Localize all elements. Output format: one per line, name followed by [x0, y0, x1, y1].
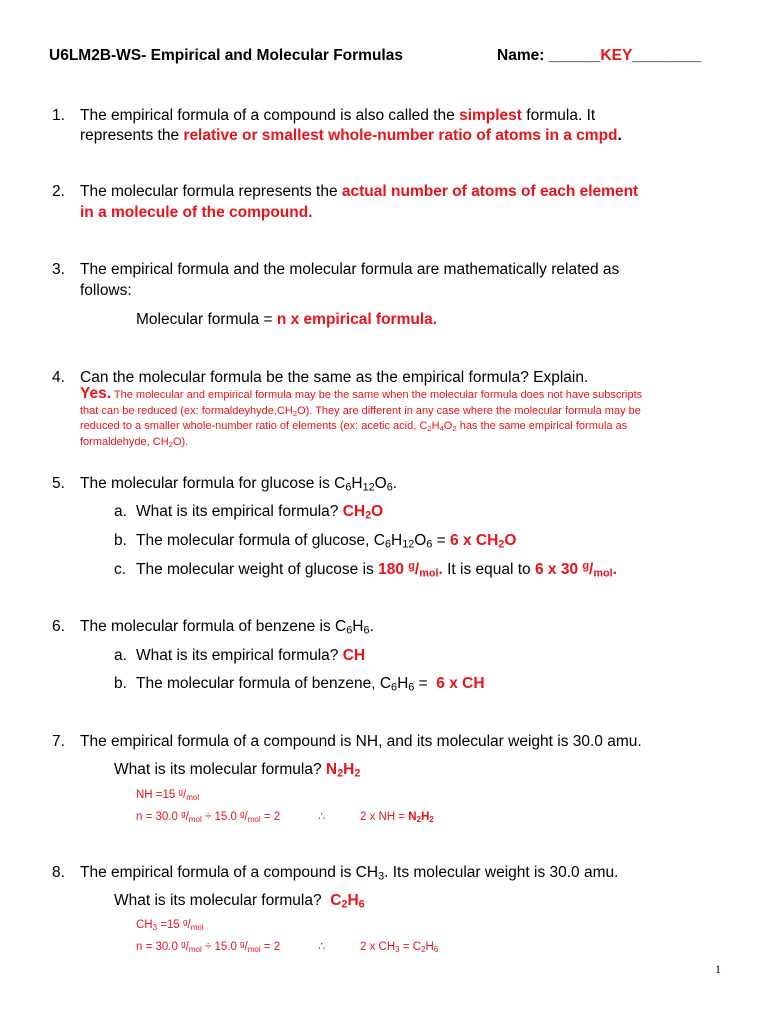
question-4-yes: Yes.	[80, 385, 112, 402]
question-2-number: 2.	[52, 183, 65, 200]
question-7-stem: The empirical formula of a compound is NH, and its molecular weight is 30.0 amu.	[80, 733, 642, 750]
question-2-answer-b: in a molecule of the compound.	[80, 204, 313, 221]
question-3-line-1: The empirical formula and the molecular formula are mathematically related as	[80, 261, 620, 278]
name-field	[497, 46, 701, 66]
question-8-number: 8.	[52, 864, 65, 881]
question-8-work-3: 2 x $CH_3 = C_2H_6$	[360, 941, 439, 954]
question-6-stem: The molecular formula of benzene is $C_6H_6$.	[80, 618, 374, 637]
question-6b-label: b.	[114, 675, 127, 692]
question-5c-answer-2: 6 x 30 $^g/_{mol}$.	[535, 560, 617, 580]
question-5a: What is its empirical formula? $CH_2O$	[136, 503, 384, 522]
name-value: KEY	[600, 47, 633, 64]
question-6a-label: a.	[114, 647, 127, 664]
question-5b: The molecular formula of glucose, $C_6H_{12}O_6 = 6$ x $CH_2O$	[136, 532, 517, 551]
question-7-number: 7.	[52, 733, 65, 750]
question-4-number: 4.	[52, 369, 65, 386]
question-5c-answer-1: 180 $^g/_{mol}$.	[378, 560, 443, 580]
question-3-equation: Molecular formula = n x empirical formula.	[136, 311, 438, 328]
question-1-answer-b: relative or smallest whole-number ratio of atoms in a cmpd	[183, 127, 618, 144]
question-5b-label: b.	[114, 532, 127, 549]
question-7-therefore: ∴	[318, 811, 326, 823]
question-1-number: 1.	[52, 107, 65, 124]
question-6b-answer: 6 x CH	[436, 675, 485, 692]
name-label: Name: ______	[497, 47, 601, 64]
question-7-sub-question: What is its molecular formula? $N_2H_2$	[114, 761, 361, 780]
question-4-line-1: Can the molecular formula be the same as the empirical formula? Explain.	[80, 369, 589, 386]
question-8-stem: The empirical formula of a compound is $CH_3$. Its molecular weight is 30.0 amu.	[80, 864, 619, 883]
question-2-line-1: The molecular formula represents the actual number of atoms of each element	[80, 183, 639, 200]
question-1-answer-a: simplest	[459, 107, 522, 124]
question-7-answer: $N_2H_2$	[325, 761, 361, 780]
question-5b-answer: 6 x $CH_2O$	[450, 532, 517, 551]
question-7-work-2: n = 30.0 $^g/_{mol} \div 15.0$ $^g/_{mol} = 2$	[136, 809, 281, 824]
question-1-line-1: The empirical formula of a compound is also called the simplest formula. It	[80, 107, 596, 124]
question-5-number: 5.	[52, 475, 65, 492]
question-8-sub-question: What is its molecular formula? $C_2H_6$	[114, 892, 365, 911]
question-6-number: 6.	[52, 618, 65, 635]
question-3-answer: n x empirical formula.	[276, 311, 438, 328]
page-number: 1	[715, 962, 721, 976]
worksheet-title: U6LM2B-WS- Empirical and Molecular Formulas	[49, 47, 403, 64]
question-7-work-3: 2 x NH = $N_2H_2$	[360, 811, 434, 824]
question-5a-answer: $CH_2O$	[342, 503, 384, 522]
worksheet-header	[49, 46, 403, 66]
question-4-explanation: Yes. The molecular and empirical formula may be the same when the molecular formula does not have subscripts that can be reduced (ex: $formaldeyhyde,CH_2O$). They are different in any case where the molecular formula may be reduced to a smaller whole-number ratio of elements (ex: acetic acid, $C_2H_4O_2$ has the same empirical formula as formaldehyde, $CH_2O$).	[80, 385, 643, 449]
question-6a-answer: CH	[342, 647, 366, 664]
question-1-line-2: represents the relative or smallest whole-number ratio of atoms in a cmpd.	[80, 127, 622, 144]
question-2-line-2	[80, 203, 313, 223]
question-3-line-2: follows:	[80, 282, 132, 299]
question-5a-label: a.	[114, 503, 127, 520]
question-2-answer-a: actual number of atoms of each element	[341, 183, 639, 200]
question-8-work-1: $CH_3 =15$ $^g/_{mol}$	[136, 917, 204, 932]
question-5c: The molecular weight of glucose is 180 $^g/_{mol}$. It is equal to 6 x 30 $^g/_{mol}$.	[136, 560, 617, 580]
question-8-work-2: n = 30.0 $^g/_{mol} \div 15.0$ $^g/_{mol} = 2$	[136, 939, 281, 954]
question-8-therefore: ∴	[318, 941, 326, 953]
name-trail: ________	[632, 47, 702, 64]
question-6a: What is its empirical formula? CH	[136, 647, 366, 664]
question-6b: The molecular formula of benzene, $C_6H_6 = 6$ x CH	[136, 675, 485, 694]
question-8-answer: $C_2H_6$	[330, 892, 365, 911]
question-7-work-1: NH =15 $^g/_{mol}$	[136, 787, 200, 802]
question-5-stem: The molecular formula for glucose is $C_6H_{12}O_6$.	[80, 475, 398, 494]
question-5c-label: c.	[114, 561, 127, 578]
question-3-number: 3.	[52, 261, 65, 278]
